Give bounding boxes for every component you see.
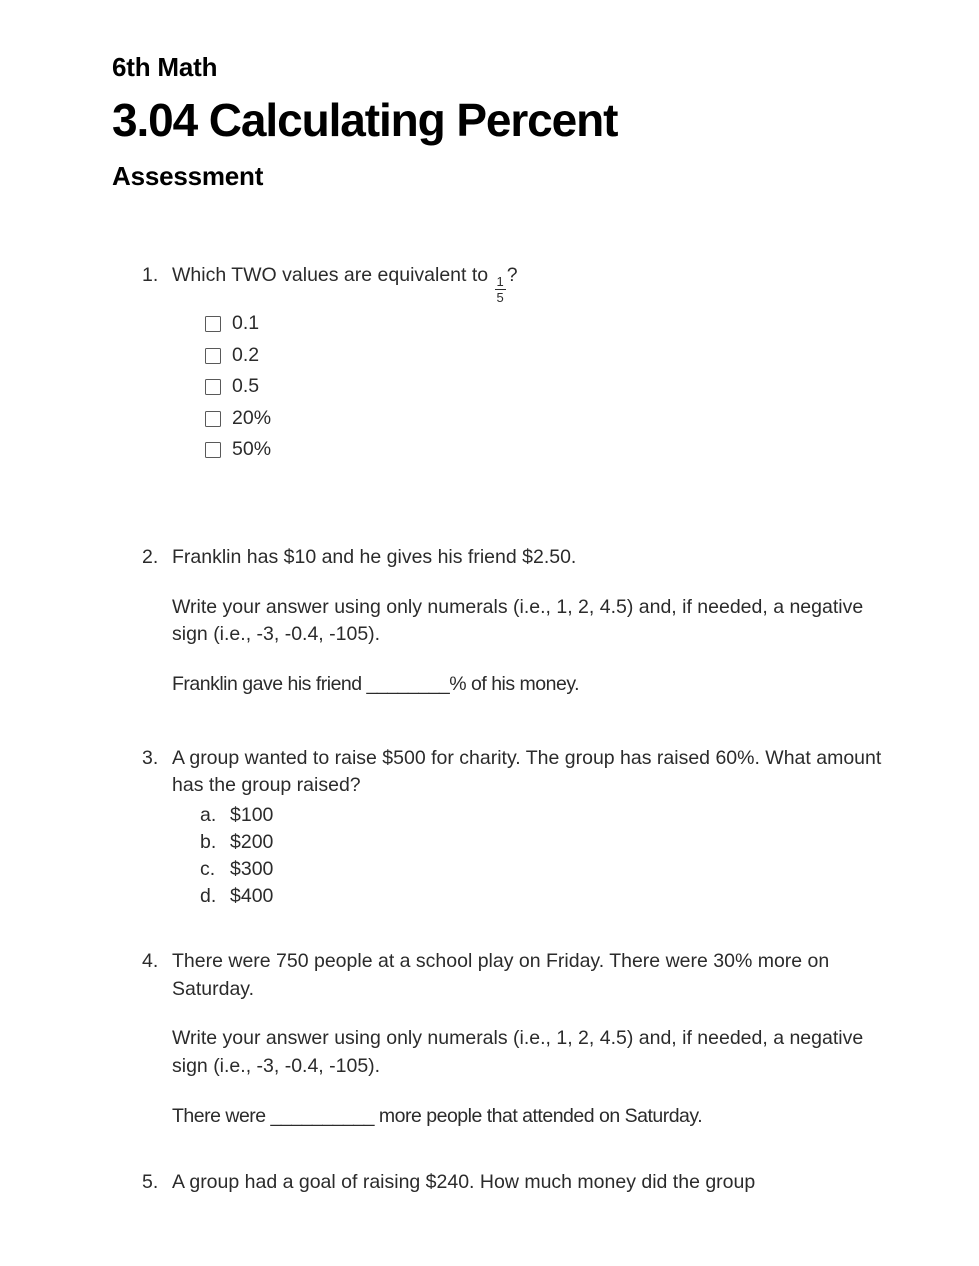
question-5 xyxy=(112,1169,902,1197)
option-row[interactable] xyxy=(205,403,902,435)
question-2-answer-prompt[interactable]: Franklin gave his friend ________% of his money. xyxy=(172,673,580,696)
question-2-instruction: Write your answer using only numerals (i.e., 1, 2, 4.5) and, if needed, a negative sign (i.e., -3, -0.4, -105). xyxy=(172,595,864,646)
checkbox-icon[interactable] xyxy=(205,348,221,364)
question-1-text xyxy=(172,262,902,304)
option-row[interactable] xyxy=(205,371,902,403)
option-letter: a. xyxy=(200,804,217,827)
spacer xyxy=(112,466,902,544)
option-row[interactable] xyxy=(200,829,902,856)
question-3 xyxy=(112,745,902,910)
option-label: 50% xyxy=(232,438,272,461)
option-letter: c. xyxy=(200,858,216,881)
option-label: $200 xyxy=(230,831,274,854)
option-label: $100 xyxy=(230,804,274,827)
option-row[interactable] xyxy=(200,883,902,910)
question-4-instruction: Write your answer using only numerals (i.e., 1, 2, 4.5) and, if needed, a negative sign (i.e., -3, -0.4, -105). xyxy=(172,1027,864,1078)
course-label: 6th Math xyxy=(112,52,218,82)
question-5-text: A group had a goal of raising $240. How much money did the group xyxy=(172,1170,756,1193)
question-3-number: 3. xyxy=(142,746,159,769)
question-1-number: 1. xyxy=(142,264,159,286)
option-label: 0.5 xyxy=(232,375,260,398)
question-4 xyxy=(112,948,902,1130)
option-row[interactable] xyxy=(205,308,902,340)
question-3-text: A group wanted to raise $500 for charity. The group has raised 60%. What amount has the group raised? xyxy=(172,746,882,797)
spacer xyxy=(112,910,902,948)
question-4-answer-prompt[interactable]: There were __________ more people that attended on Saturday. xyxy=(172,1104,703,1127)
checkbox-icon[interactable] xyxy=(205,379,221,395)
option-row[interactable] xyxy=(205,340,902,372)
question-2 xyxy=(112,544,902,699)
question-5-number: 5. xyxy=(142,1170,159,1193)
option-label: 0.2 xyxy=(232,343,260,366)
question-1-stem-after: ? xyxy=(506,264,518,286)
question-1-options xyxy=(172,308,902,466)
page-title: 3.04 Calculating Percent xyxy=(112,94,618,147)
option-row[interactable] xyxy=(200,856,902,883)
fraction-numerator: 1 xyxy=(496,274,504,290)
question-1-stem-before: Which TWO values are equivalent to xyxy=(172,264,494,286)
questions-list xyxy=(112,262,902,1196)
option-label: 20% xyxy=(232,406,272,429)
spacer xyxy=(112,1131,902,1169)
checkbox-icon[interactable] xyxy=(205,442,221,458)
spacer xyxy=(112,699,902,745)
question-3-options xyxy=(172,802,902,910)
fraction-denominator: 5 xyxy=(496,290,504,306)
option-row[interactable] xyxy=(200,802,902,829)
question-1 xyxy=(112,262,902,466)
option-label: 0.1 xyxy=(232,312,260,335)
option-letter: b. xyxy=(200,831,217,854)
fraction-one-fifth xyxy=(495,275,506,304)
checkbox-icon[interactable] xyxy=(205,316,221,332)
option-row[interactable] xyxy=(205,434,902,466)
option-letter: d. xyxy=(200,885,217,908)
question-4-text: There were 750 people at a school play on Friday. There were 30% more on Saturday. xyxy=(172,950,830,1000)
option-label: $300 xyxy=(230,858,274,881)
document-subtitle: Assessment xyxy=(112,160,264,191)
question-2-text: Franklin has $10 and he gives his friend $2.50. xyxy=(172,545,577,568)
question-2-number: 2. xyxy=(142,545,159,568)
question-4-number: 4. xyxy=(142,950,159,973)
checkbox-icon[interactable] xyxy=(205,411,221,427)
document-header xyxy=(112,52,892,192)
option-label: $400 xyxy=(230,885,274,908)
